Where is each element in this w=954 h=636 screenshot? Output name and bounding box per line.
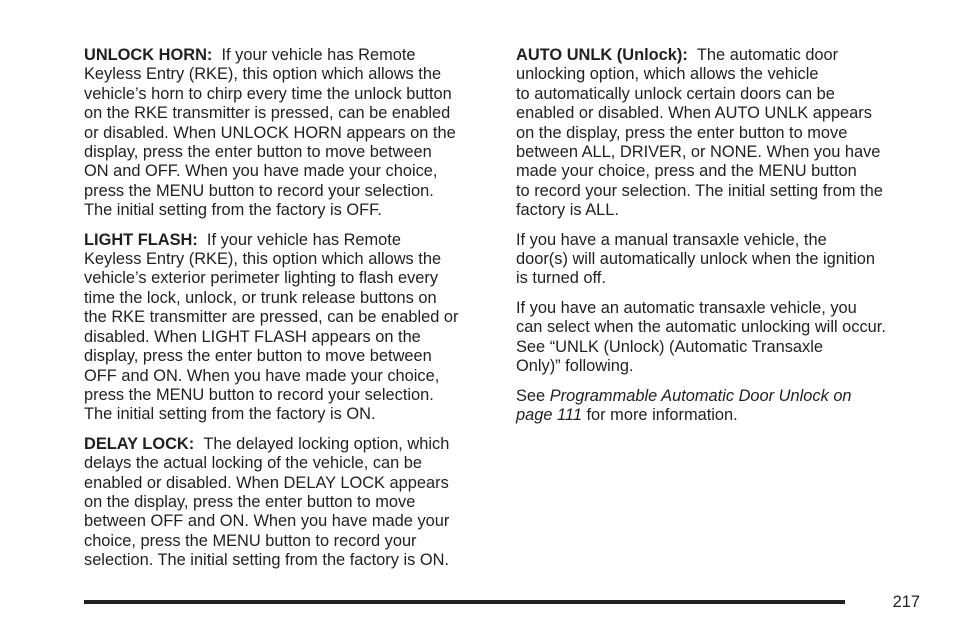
delay-lock-paragraph [84, 435, 492, 571]
footer-rule [84, 600, 845, 604]
text-line: Keyless Entry (RKE), this option which allows the [84, 250, 442, 269]
see-suffix: for more information. [581, 405, 738, 424]
text-line: enabled or disabled. When DELAY LOCK appears [84, 473, 449, 492]
unlock-horn-label: UNLOCK HORN: [84, 46, 213, 64]
text-line: The initial setting from the factory is OFF. [84, 201, 382, 220]
see-reference-paragraph [516, 387, 926, 426]
text-line: vehicle’s horn to chirp every time the unlock button [84, 84, 452, 103]
text-line: time the lock, unlock, or trunk release buttons on [84, 288, 437, 307]
light-flash-paragraph [84, 231, 492, 425]
light-flash-label: LIGHT FLASH: [84, 230, 198, 249]
text-line: on the display, press the enter button to move [84, 492, 416, 511]
text-line: If you have an automatic transaxle vehicle, you [516, 298, 857, 317]
text-line: on the RKE transmitter is pressed, can be enabled [84, 104, 451, 123]
reference-link-line1[interactable]: Programmable Automatic Door Unlock on [549, 386, 852, 405]
text-line: made your choice, press and the MENU button [516, 162, 857, 181]
text-line: the RKE transmitter are pressed, can be enabled or [84, 308, 459, 327]
text-line: can select when the automatic unlocking will occur. [516, 318, 886, 337]
text-line: The initial setting from the factory is ON. [84, 405, 376, 424]
text-line: ON and OFF. When you have made your choice, [84, 162, 438, 181]
text-line: to automatically unlock certain doors can be [516, 84, 835, 103]
text-line: delays the actual locking of the vehicle, can be [84, 454, 423, 473]
text-line: If you have a manual transaxle vehicle, the [516, 230, 827, 249]
text-line: unlocking option, which allows the vehicle [516, 65, 819, 84]
page-number: 217 [892, 593, 920, 611]
text-line: press the MENU button to record your selection. [84, 385, 434, 404]
auto-unlk-paragraph [516, 46, 926, 221]
auto-unlk-label: AUTO UNLK (Unlock): [516, 46, 688, 64]
text-line: display, press the enter button to move between [84, 143, 432, 162]
text-line: Keyless Entry (RKE), this option which allows the [84, 65, 442, 84]
automatic-transaxle-paragraph [516, 299, 926, 377]
text-line: vehicle’s exterior perimeter lighting to flash every [84, 269, 439, 288]
text-line: between ALL, DRIVER, or NONE. When you have [516, 143, 881, 162]
delay-lock-label: DELAY LOCK: [84, 434, 195, 453]
text-line: disabled. When LIGHT FLASH appears on the [84, 327, 421, 346]
text-line: The delayed locking option, which [203, 434, 450, 453]
text-line: enabled or disabled. When AUTO UNLK appears [516, 104, 872, 123]
text-line: choice, press the MENU button to record your [84, 531, 417, 550]
text-line: or disabled. When UNLOCK HORN appears on the [84, 123, 456, 142]
see-prefix: See [516, 386, 550, 405]
text-line: between OFF and ON. When you have made your [84, 512, 450, 531]
reference-link-line2[interactable]: page 111 [516, 405, 582, 424]
text-line: to record your selection. The initial setting from the [516, 181, 883, 200]
text-line: The automatic door [696, 46, 839, 64]
text-line: OFF and ON. When you have made your choice, [84, 366, 440, 385]
text-line: Only)” following. [516, 357, 634, 376]
text-line: If your vehicle has Remote [221, 46, 416, 64]
text-line: selection. The initial setting from the factory is ON. [84, 551, 449, 570]
text-line: is turned off. [516, 269, 606, 288]
unlock-horn-paragraph [84, 46, 492, 221]
text-line: display, press the enter button to move between [84, 347, 432, 366]
left-column [84, 46, 492, 581]
text-line: factory is ALL. [516, 201, 619, 220]
text-line: press the MENU button to record your selection. [84, 181, 434, 200]
right-column [516, 46, 926, 435]
text-line: on the display, press the enter button to move [516, 123, 848, 142]
manual-transaxle-paragraph [516, 231, 926, 289]
text-line: If your vehicle has Remote [206, 230, 401, 249]
text-line: door(s) will automatically unlock when the ignition [516, 250, 875, 269]
text-line: See “UNLK (Unlock) (Automatic Transaxle [516, 337, 823, 356]
